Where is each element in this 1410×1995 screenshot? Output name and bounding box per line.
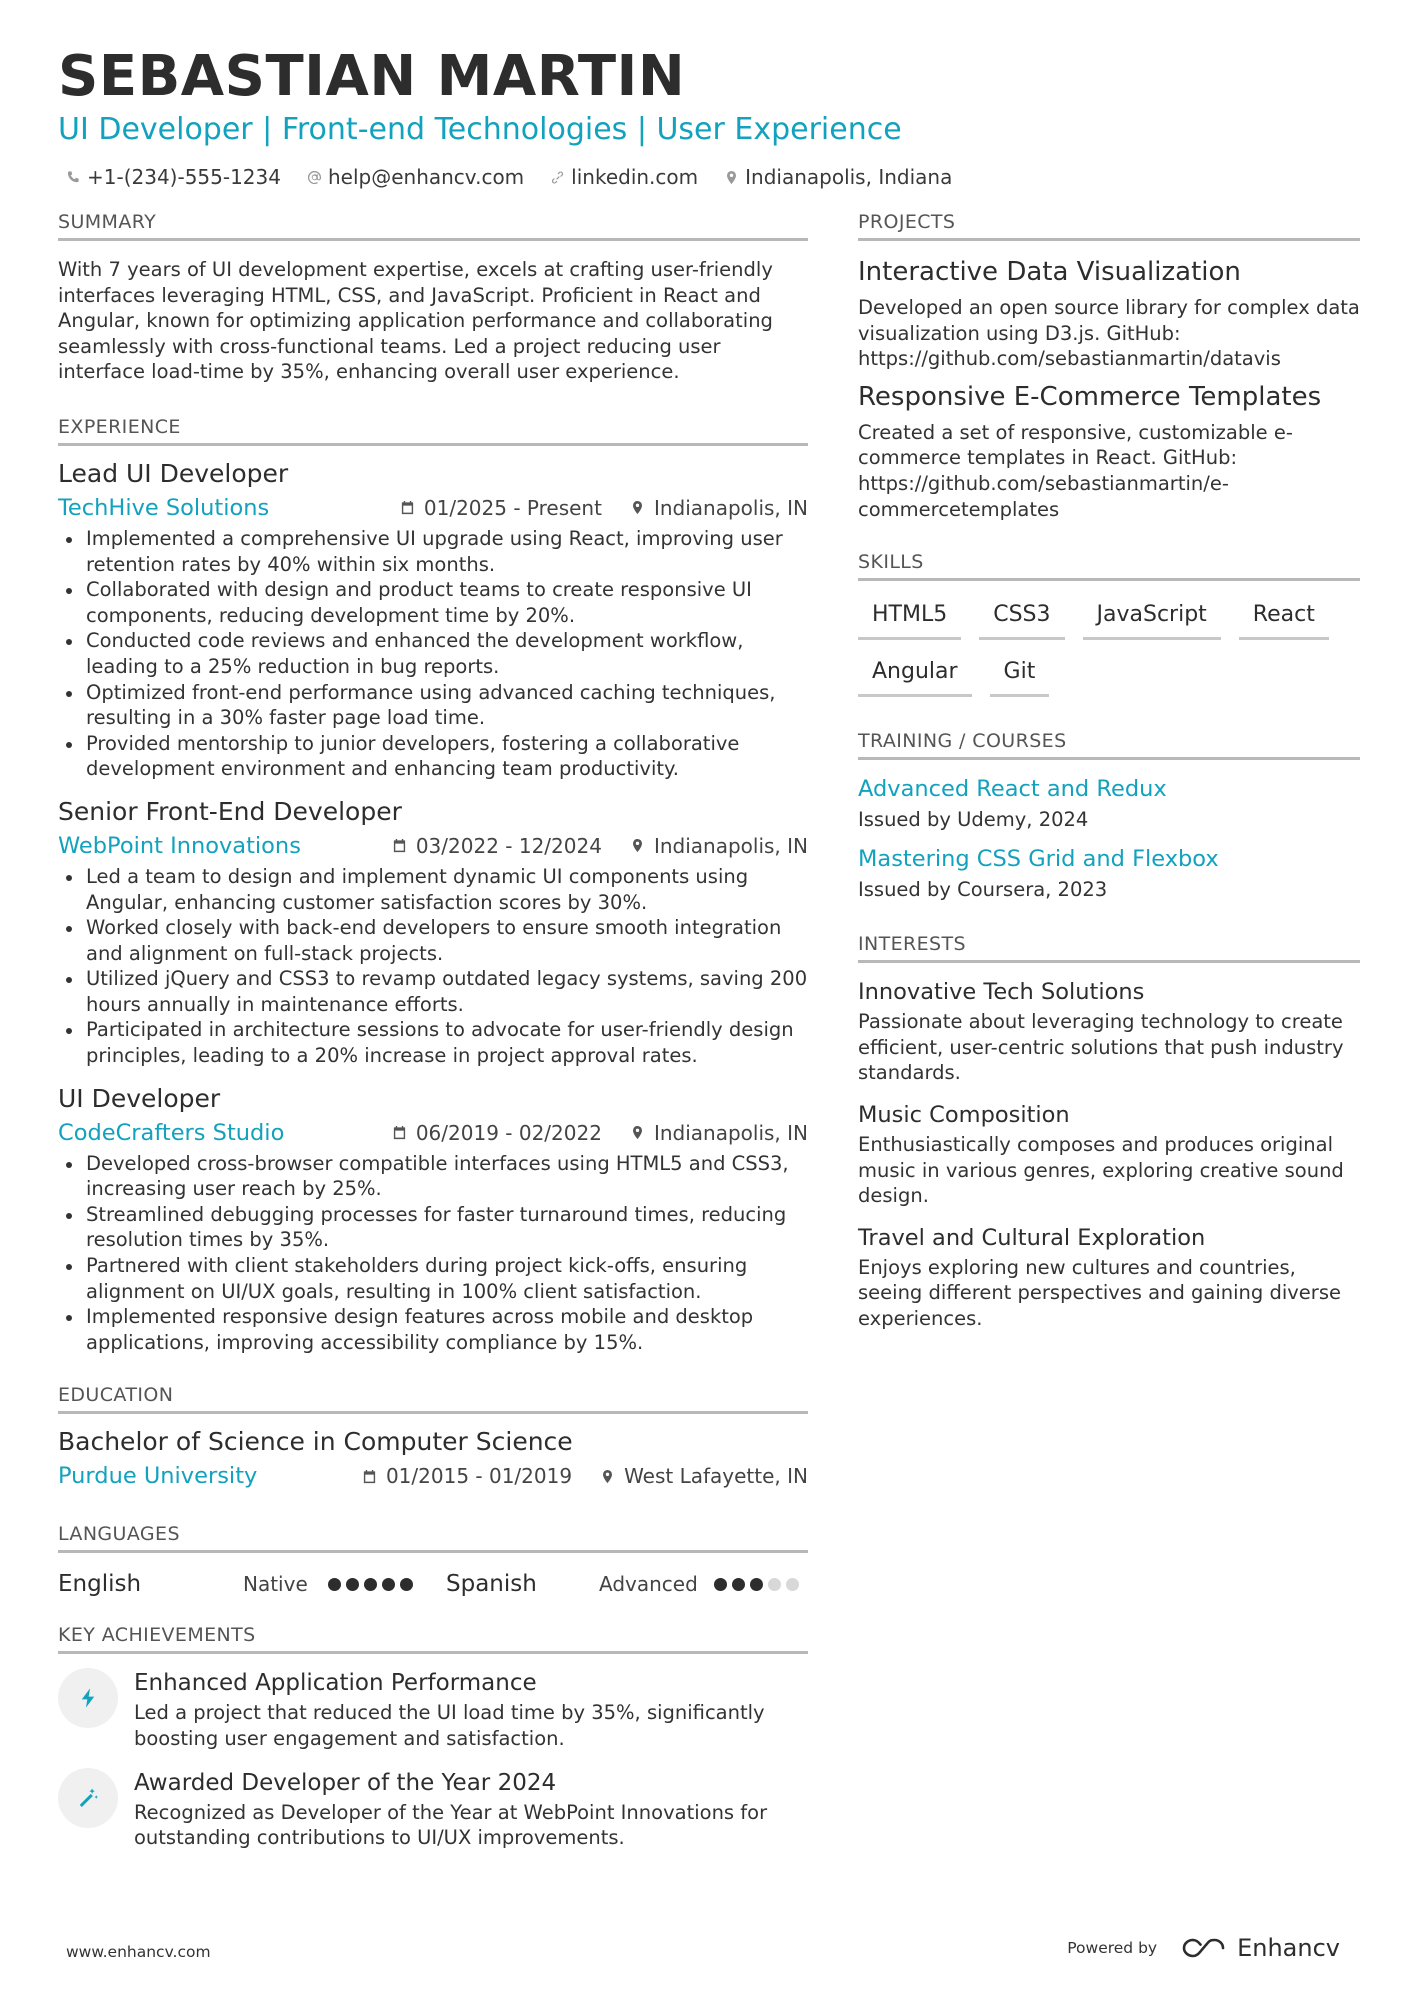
languages-section bbox=[58, 1522, 808, 1601]
job-bullets bbox=[58, 526, 808, 782]
calendar-icon bbox=[392, 1125, 407, 1140]
interests-heading: INTERESTS bbox=[858, 932, 1360, 963]
interests-section bbox=[858, 932, 1360, 1331]
bullet-item: Led a team to design and implement dynamic UI components using Angular, enhancing customer satisfaction scores by 30%. bbox=[58, 864, 808, 915]
job-bullets bbox=[58, 864, 808, 1069]
experience-entry bbox=[58, 458, 808, 782]
degree: Bachelor of Science in Computer Science bbox=[58, 1427, 573, 1457]
project-title: Responsive E-Commerce Templates bbox=[858, 381, 1322, 412]
course-issuer: Issued by Coursera, 2023 bbox=[858, 878, 1108, 902]
skills-heading: SKILLS bbox=[858, 550, 1360, 581]
powered-by-text: Powered by bbox=[1067, 1939, 1158, 1957]
lightning-bolt-icon bbox=[77, 1687, 99, 1709]
job-bullets bbox=[58, 1151, 808, 1356]
rating-dot-filled bbox=[714, 1578, 727, 1591]
school-name: Purdue University bbox=[58, 1463, 258, 1490]
summary-text: With 7 years of UI development expertise, excels at crafting user-friendly interfaces leveraging HTML, CSS, and JavaScript. Proficient in React and Angular, known for optimizing application performance and collaborating seamlessly with cross-functional teams. Led a project reducing user interface load-time by 35%, enhancing overall user experience. bbox=[58, 258, 773, 384]
right-column bbox=[858, 210, 1360, 1332]
language-name: Spanish bbox=[446, 1571, 537, 1598]
interest-title: Innovative Tech Solutions bbox=[858, 979, 1145, 1006]
at-sign-icon bbox=[307, 170, 322, 185]
footer-branding bbox=[1067, 1934, 1340, 1962]
achievements-heading: KEY ACHIEVEMENTS bbox=[58, 1623, 808, 1654]
summary-heading: SUMMARY bbox=[58, 210, 808, 241]
interest-item bbox=[858, 1100, 1360, 1209]
achievement-desc: Led a project that reduced the UI load time by 35%, significantly boosting user engagement and satisfaction. bbox=[134, 1701, 765, 1750]
bullet-item: Participated in architecture sessions to advocate for user-friendly design principles, leading to a 20% increase in project approval rates. bbox=[58, 1017, 808, 1068]
phone-icon bbox=[66, 170, 81, 185]
rating-dot-filled bbox=[732, 1578, 745, 1591]
skills-section bbox=[858, 550, 1360, 697]
job-dates: 03/2022 - 12/2024 bbox=[415, 833, 602, 858]
rating-dot-filled bbox=[750, 1578, 763, 1591]
map-pin-icon bbox=[630, 500, 645, 515]
language-rating bbox=[714, 1578, 799, 1591]
project-item bbox=[858, 380, 1360, 522]
bullet-item: Conducted code reviews and enhanced the development workflow, leading to a 25% reduction in bug reports. bbox=[58, 628, 808, 679]
education-location: West Lafayette, IN bbox=[624, 1464, 808, 1489]
contact-phone[interactable] bbox=[66, 163, 281, 191]
job-dates: 01/2025 - Present bbox=[423, 495, 602, 520]
course-title[interactable]: Mastering CSS Grid and Flexbox bbox=[858, 846, 1219, 873]
bullet-item: Partnered with client stakeholders during project kick-offs, ensuring alignment on UI/UX goals, resulting in 100% client satisfaction. bbox=[58, 1253, 808, 1304]
achievement-desc: Recognized as Developer of the Year at WebPoint Innovations for outstanding contributions to UI/UX improvements. bbox=[134, 1800, 768, 1850]
map-pin-icon bbox=[724, 170, 739, 185]
left-column bbox=[58, 210, 808, 1851]
experience-entry bbox=[58, 1083, 808, 1356]
brand-name: Enhancv bbox=[1237, 1934, 1340, 1962]
map-pin-icon bbox=[600, 1469, 615, 1484]
language-name: English bbox=[58, 1571, 142, 1598]
experience-heading: EXPERIENCE bbox=[58, 415, 808, 446]
enhancv-logo-icon bbox=[1181, 1936, 1227, 1960]
job-location: Indianapolis, IN bbox=[653, 833, 808, 858]
projects-heading: PROJECTS bbox=[858, 210, 1360, 241]
contact-linkedin[interactable] bbox=[550, 163, 698, 191]
job-location: Indianapolis, IN bbox=[653, 1120, 808, 1145]
bullet-item: Implemented responsive design features across mobile and desktop applications, improving accessibility compliance by 15%. bbox=[58, 1304, 808, 1355]
education-heading: EDUCATION bbox=[58, 1383, 808, 1414]
interest-desc: Enthusiastically composes and produces original music in various genres, exploring creative sound design. bbox=[858, 1132, 1344, 1208]
interest-desc: Passionate about leveraging technology to create efficient, user-centric solutions that push industry standards. bbox=[858, 1010, 1344, 1085]
link-icon bbox=[550, 170, 565, 185]
skill-tag: React bbox=[1239, 599, 1329, 640]
skill-tag: CSS3 bbox=[979, 599, 1064, 640]
bullet-item: Implemented a comprehensive UI upgrade using React, improving user retention rates by 40% within six months. bbox=[58, 526, 808, 577]
phone-text: +1-(234)-555-1234 bbox=[87, 165, 281, 189]
company-name: WebPoint Innovations bbox=[58, 832, 301, 859]
calendar-icon bbox=[362, 1469, 377, 1484]
experience-section bbox=[58, 415, 808, 1355]
achievement-icon-badge bbox=[58, 1668, 118, 1728]
bullet-item: Utilized jQuery and CSS3 to revamp outdated legacy systems, saving 200 hours annually in maintenance efforts. bbox=[58, 966, 808, 1017]
magic-wand-icon bbox=[77, 1787, 99, 1809]
company-name: CodeCrafters Studio bbox=[58, 1119, 285, 1146]
achievement-item bbox=[58, 1668, 808, 1751]
language-item bbox=[446, 1571, 808, 1597]
location-text: Indianapolis, Indiana bbox=[745, 165, 953, 189]
bullet-item: Developed cross-browser compatible interfaces using HTML5 and CSS3, increasing user reach by 25%. bbox=[58, 1151, 808, 1202]
job-title: Senior Front-End Developer bbox=[58, 796, 402, 826]
calendar-icon bbox=[400, 500, 415, 515]
contact-email[interactable] bbox=[307, 163, 524, 191]
job-title: Lead UI Developer bbox=[58, 458, 289, 488]
rating-dot-filled bbox=[328, 1578, 341, 1591]
skill-tag: HTML5 bbox=[858, 599, 961, 640]
languages-heading: LANGUAGES bbox=[58, 1522, 808, 1553]
bullet-item: Collaborated with design and product teams to create responsive UI components, reducing development time by 20%. bbox=[58, 577, 808, 628]
project-desc: Developed an open source library for complex data visualization using D3.js. GitHub: https://github.com/sebastianmartin/datavis bbox=[858, 296, 1360, 371]
course-item bbox=[858, 844, 1360, 904]
achievement-icon-badge bbox=[58, 1768, 118, 1828]
training-section bbox=[858, 729, 1360, 904]
linkedin-text: linkedin.com bbox=[571, 165, 699, 189]
contact-location bbox=[724, 163, 952, 191]
bullet-item: Worked closely with back-end developers to ensure smooth integration and alignment on full-stack projects. bbox=[58, 915, 808, 966]
language-level: Advanced bbox=[599, 1572, 698, 1597]
map-pin-icon bbox=[630, 1125, 645, 1140]
company-name: TechHive Solutions bbox=[58, 494, 270, 521]
job-location: Indianapolis, IN bbox=[653, 495, 808, 520]
candidate-name: SEBASTIAN MARTIN bbox=[58, 44, 686, 109]
skill-tag: Git bbox=[990, 656, 1050, 697]
map-pin-icon bbox=[630, 838, 645, 853]
experience-entry bbox=[58, 796, 808, 1069]
bullet-item: Streamlined debugging processes for faster turnaround times, reducing resolution times by 35%. bbox=[58, 1202, 808, 1253]
summary-section bbox=[58, 210, 808, 385]
skill-tag: JavaScript bbox=[1083, 599, 1221, 640]
project-desc: Created a set of responsive, customizable e-commerce templates in React. GitHub: https://github.com/sebastianmartin/e-commercetemplates bbox=[858, 420, 1293, 521]
skills-list bbox=[858, 599, 1360, 697]
interest-item bbox=[858, 977, 1360, 1086]
education-dates: 01/2015 - 01/2019 bbox=[385, 1464, 573, 1489]
job-title: UI Developer bbox=[58, 1083, 221, 1113]
job-dates: 06/2019 - 02/2022 bbox=[415, 1120, 602, 1145]
rating-dot-filled bbox=[364, 1578, 377, 1591]
achievement-title: Enhanced Application Performance bbox=[134, 1670, 537, 1697]
rating-dot-filled bbox=[346, 1578, 359, 1591]
achievements-section bbox=[58, 1623, 808, 1850]
course-issuer: Issued by Udemy, 2024 bbox=[858, 808, 1089, 832]
course-item bbox=[858, 774, 1360, 834]
calendar-icon bbox=[392, 838, 407, 853]
rating-dot-empty bbox=[768, 1578, 781, 1591]
footer-website[interactable]: www.enhancv.com bbox=[66, 1943, 211, 1961]
rating-dot-empty bbox=[786, 1578, 799, 1591]
interest-item bbox=[858, 1223, 1360, 1332]
rating-dot-filled bbox=[400, 1578, 413, 1591]
education-section bbox=[58, 1383, 808, 1494]
enhancv-logo[interactable] bbox=[1181, 1934, 1340, 1962]
achievement-item bbox=[58, 1768, 808, 1851]
bullet-item: Provided mentorship to junior developers, fostering a collaborative development environment and enhancing team productivity. bbox=[58, 731, 808, 782]
education-entry bbox=[58, 1426, 808, 1494]
language-item bbox=[58, 1571, 446, 1597]
interest-desc: Enjoys exploring new cultures and countries, seeing different perspectives and gaining diverse experiences. bbox=[858, 1255, 1341, 1330]
skill-tag: Angular bbox=[858, 656, 972, 697]
projects-section bbox=[858, 210, 1360, 522]
interest-title: Music Composition bbox=[858, 1101, 1070, 1128]
contact-bar bbox=[66, 163, 952, 191]
achievement-title: Awarded Developer of the Year 2024 bbox=[134, 1769, 557, 1796]
language-level: Native bbox=[243, 1572, 308, 1597]
interest-title: Travel and Cultural Exploration bbox=[858, 1224, 1206, 1251]
project-title: Interactive Data Visualization bbox=[858, 257, 1241, 287]
course-title[interactable]: Advanced React and Redux bbox=[858, 776, 1167, 803]
email-text: help@enhancv.com bbox=[327, 165, 525, 189]
bullet-item: Optimized front-end performance using advanced caching techniques, resulting in a 30% faster page load time. bbox=[58, 680, 808, 731]
language-rating bbox=[328, 1578, 413, 1591]
headline: UI Developer | Front-end Technologies | User Experience bbox=[58, 112, 902, 147]
rating-dot-filled bbox=[382, 1578, 395, 1591]
training-heading: TRAINING / COURSES bbox=[858, 729, 1360, 760]
project-item bbox=[858, 255, 1360, 372]
